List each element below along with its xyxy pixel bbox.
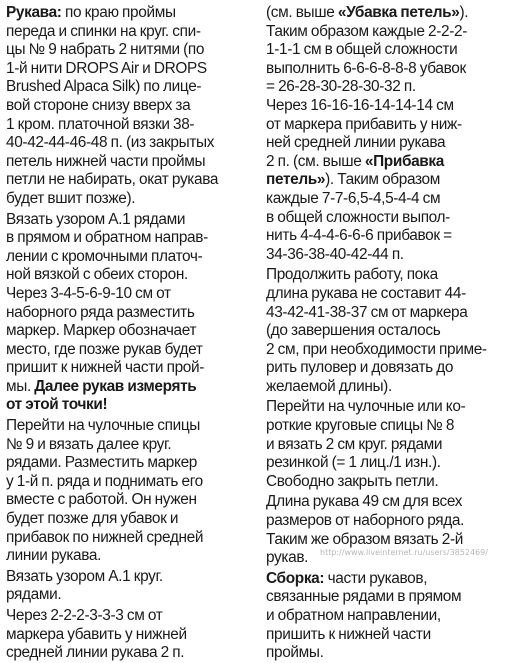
text-line <box>266 23 508 42</box>
text: 43-42-41-38-37 см от маркера <box>266 303 468 321</box>
text: Через 16-16-16-14-14-14 см <box>266 96 454 114</box>
text: (см. выше <box>266 4 338 21</box>
text: 2 п. (см. выше <box>266 152 365 170</box>
text-line <box>6 153 258 172</box>
text: по краю проймы <box>61 4 176 21</box>
text-line <box>6 171 258 190</box>
text: и обратном направлении, <box>266 607 441 624</box>
text-line <box>6 229 258 248</box>
bold-text: Рукава: <box>6 4 62 21</box>
text-line <box>6 285 258 304</box>
text-line <box>266 41 508 60</box>
text: маркера убавить у нижней <box>6 625 187 643</box>
text-line <box>6 626 258 645</box>
text-line <box>6 586 258 605</box>
text-line <box>266 322 508 341</box>
text: линии рукава. <box>6 547 102 565</box>
bold-text: Далее рукав измерять <box>34 377 197 395</box>
watermark-url: http://www.liveinternet.ru/users/3852469/ <box>320 548 488 557</box>
text: в общей сложности выпол- <box>266 208 450 226</box>
text-line <box>266 304 508 323</box>
text: рядами. Разместить маркер <box>6 454 197 472</box>
text: желаемой длины). <box>266 377 392 395</box>
text: резинкой (= 1 лиц./1 изн.). <box>266 454 441 472</box>
text: 1-й нити DROPS Air и DROPS <box>6 59 207 77</box>
text-line <box>266 588 508 607</box>
text: размеров от наборного ряда. <box>266 512 465 530</box>
text: переда и спинки на круг. спи- <box>6 22 201 40</box>
text-line <box>6 359 258 378</box>
text-line <box>266 644 508 663</box>
text-line <box>266 436 508 455</box>
text: пришит к нижней части прой- <box>6 359 205 377</box>
text-line <box>6 4 258 23</box>
text: проймы. <box>266 644 324 662</box>
text: петель нижней части проймы <box>6 152 206 170</box>
text: наборного ряда разместить <box>6 303 195 321</box>
text-line <box>6 547 258 566</box>
text-line <box>6 473 258 492</box>
text-line <box>266 78 508 97</box>
text-line <box>266 60 508 79</box>
text: Свободно закрыть петли. <box>266 472 439 490</box>
bold-text: Сборка: <box>266 569 325 587</box>
text: 1-1-1 см в общей сложности <box>266 41 458 59</box>
text: 34-36-38-40-42-44 п. <box>266 245 404 263</box>
text-line <box>266 246 508 265</box>
text: прибавок по нижней средней <box>6 528 204 546</box>
text-line <box>6 211 258 230</box>
text: Таким же образом вязать 2-й <box>266 530 463 548</box>
text: каждые 7-7-6,5-4,5-4-4 см <box>266 189 441 207</box>
text: Таким образом каждые 2-2-2- <box>266 22 467 40</box>
text-line <box>6 454 258 473</box>
text: (до завершения осталось <box>266 322 441 340</box>
text: Brushed Alpaca Silk) по лице- <box>6 78 202 96</box>
text: рукав. <box>266 549 309 567</box>
text: в прямом и обратном направ- <box>6 229 208 247</box>
text-line <box>266 493 508 512</box>
text: ней средней линии рукава <box>266 134 446 152</box>
text: 2 см, при необходимости приме- <box>266 340 487 358</box>
text-line <box>266 473 508 492</box>
text-line <box>6 510 258 529</box>
bold-text: петель» <box>266 171 326 189</box>
text: связанные рядами в прямом <box>266 588 462 606</box>
text: нить 4-4-4-6-6-6 прибавок = <box>266 227 452 245</box>
text-line <box>6 23 258 42</box>
text: 1 кром. платочной вязки 38- <box>6 115 195 133</box>
text-line <box>6 491 258 510</box>
text-line <box>6 134 258 153</box>
text: лении с кромочными платоч- <box>6 247 203 265</box>
text-line <box>6 417 258 436</box>
text-line <box>6 568 258 587</box>
text-line <box>6 607 258 626</box>
text: Через 2-2-2-3-3-3 см от <box>6 607 163 624</box>
right-text-column <box>266 4 508 663</box>
text-line <box>266 4 508 23</box>
left-text-column <box>6 4 258 663</box>
text: роткие круговые спицы № 8 <box>266 417 455 435</box>
text-line <box>6 190 258 209</box>
text-line <box>266 266 508 285</box>
text-line <box>266 531 508 550</box>
text-line <box>266 398 508 417</box>
text: Перейти на чулочные спицы <box>6 417 201 435</box>
text-line <box>6 529 258 548</box>
text: у 1-й п. ряда и поднимать его <box>6 472 203 490</box>
text-line <box>266 190 508 209</box>
text: ). Таким образом <box>325 171 440 189</box>
text-line <box>266 512 508 531</box>
text-line <box>266 153 508 172</box>
text: Продолжить работу, пока <box>266 266 438 284</box>
text: № 9 и вязать далее круг. <box>6 435 172 453</box>
text: Вязать узором А.1 рядами <box>6 210 186 228</box>
text: ной вязкой с обеих сторон. <box>6 266 188 284</box>
text-line <box>6 378 258 397</box>
text: пришить к нижней части <box>266 625 431 643</box>
text: вместе с работой. Он нужен <box>6 491 197 509</box>
text-line <box>6 60 258 79</box>
text-line <box>266 417 508 436</box>
text: мы. <box>6 377 35 395</box>
text: цы № 9 набрать 2 нитями (по <box>6 41 205 59</box>
text: будет позже для убавок и <box>6 510 179 528</box>
text-line <box>266 607 508 626</box>
text-line <box>266 359 508 378</box>
text-line <box>266 209 508 228</box>
text: Перейти на чулочные или ко- <box>266 398 466 416</box>
text-line <box>6 41 258 60</box>
text-line <box>266 626 508 645</box>
text-line <box>6 97 258 116</box>
text-line <box>6 396 258 415</box>
text: Через 3-4-5-6-9-10 см от <box>6 284 171 302</box>
text-line <box>266 134 508 153</box>
text: маркер. Маркер обозначает <box>6 322 197 340</box>
text: = 26-28-30-28-30-32 п. <box>266 78 416 96</box>
text: будет вшит позже). <box>6 189 136 207</box>
text: 40-42-44-46-48 п. (из закрытых <box>6 134 215 152</box>
bold-text: от этой точки! <box>6 396 108 414</box>
text: выполнить 6-6-6-8-8-8 убавок <box>266 59 466 77</box>
text: место, где позже рукав будет <box>6 340 203 358</box>
bold-text: «Убавка петель» <box>337 4 460 21</box>
text: и вязать 2 см круг. рядами <box>266 435 443 453</box>
text: Вязать узором А.1 круг. <box>6 567 163 585</box>
text-line <box>266 116 508 135</box>
text: длина рукава не составит 44- <box>266 284 466 302</box>
text-line <box>6 248 258 267</box>
text-line <box>266 341 508 360</box>
text-line <box>266 171 508 190</box>
text-line <box>6 322 258 341</box>
text: петли не набирать, окат рукава <box>6 171 219 189</box>
text-line <box>6 436 258 455</box>
bold-text: «Прибавка <box>364 152 444 170</box>
text-line <box>266 570 508 589</box>
text-line <box>266 227 508 246</box>
text: Длина рукава 49 см для всех <box>266 493 463 511</box>
text-line <box>6 304 258 323</box>
text-line <box>6 341 258 360</box>
text: рить пуловер и довязать до <box>266 359 454 377</box>
text: ). <box>459 4 469 21</box>
text-line <box>266 285 508 304</box>
text: части рукавов, <box>324 569 428 587</box>
text-line <box>6 78 258 97</box>
text-line <box>6 266 258 285</box>
text: вой стороне снизу вверх за <box>6 96 191 114</box>
text-line <box>6 116 258 135</box>
text: средней линии рукава 2 п. <box>6 644 185 662</box>
text: рядами. <box>6 586 62 604</box>
text-line <box>6 644 258 663</box>
text: от маркера прибавить у ниж- <box>266 115 462 133</box>
text-line <box>266 97 508 116</box>
text-line <box>266 378 508 397</box>
text-line <box>266 454 508 473</box>
